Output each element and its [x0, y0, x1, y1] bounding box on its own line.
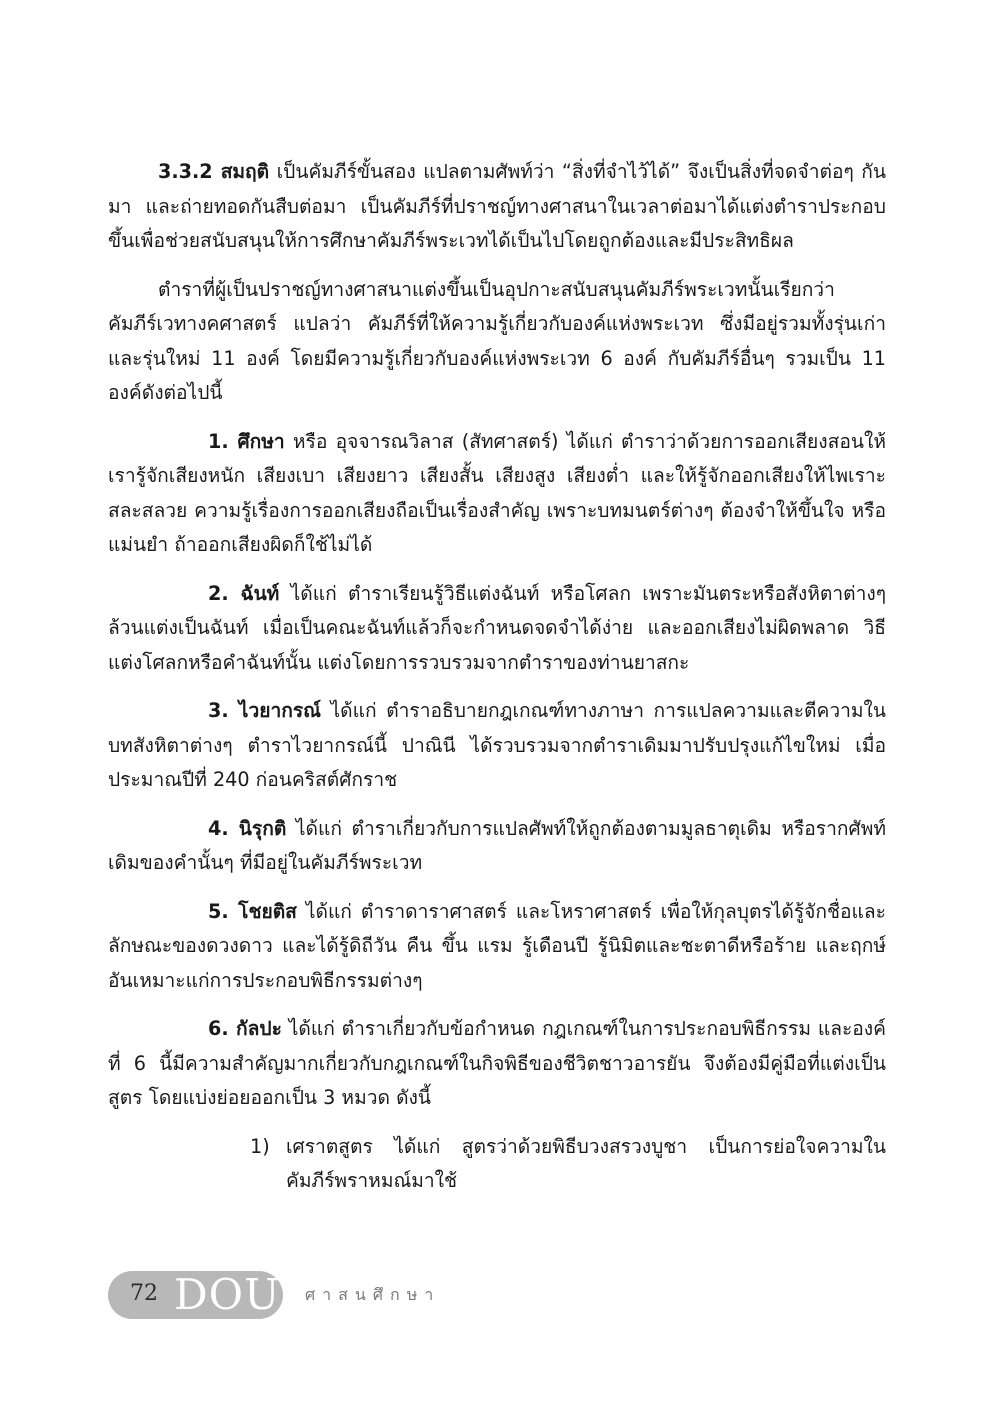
item-heading: 1. ศึกษา: [208, 429, 285, 453]
page-number: 72: [130, 1281, 158, 1306]
item-paragraph: [108, 1012, 886, 1116]
item-text: หรือ อุจจารณวิลาส (สัทศาสตร์) ได้แก่ ตำราว่าด้วยการออกเสียงสอนให้เรารู้จักเสียงหนัก เสียงเบา เสียงยาว เสียงสั้น เสียงสูง เสียงต่ำ และให้รู้จักออกเสียงให้ไพเราะสละสลวย ความรู้เรื่องการออกเสียงถือเป็นเรื่องสำคัญ เพราะบทมนตร์ต่างๆ ต้องจำให้ขึ้นใจ หรือแม่นยำ ถ้าออกเสียงผิดก็ใช้ไม่ได้: [108, 429, 886, 556]
sub-list-number: 1): [250, 1134, 270, 1158]
intro-text: เป็นคัมภีร์ขั้นสอง แปลตามศัพท์ว่า “สิ่งที่จำไว้ได้” จึงเป็นสิ่งที่จดจำต่อๆ กันมา และถ่ายทอดกันสืบต่อมา เป็นคัมภีร์ที่ปราชญ์ทางศาสนาในเวลาต่อมาได้แต่งตำราประกอบขึ้นเพื่อช่วยสนับสนุนให้การศึกษาคัมภีร์พระเวทได้เป็นไปโดยถูกต้องและมีประสิทธิผล: [108, 160, 887, 252]
item-heading: 6. กัลปะ: [208, 1017, 282, 1040]
item-heading: 2. ฉันท์: [208, 581, 280, 605]
paragraph: ตำราที่ผู้เป็นปราชญ์ทางศาสนาแต่งขึ้นเป็นอุปกาะสนับสนุนคัมภีร์พระเวทนั้นเรียกว่า คัมภีร์เวทางคศาสตร์ แปลว่า คัมภีร์ที่ให้ความรู้เกี่ยวกับองค์แห่งพระเวท ซึ่งมีอยู่รวมทั้งรุ่นเก่าและรุ่นใหม่ 11 องค์ โดยมีความรู้เกี่ยวกับองค์แห่งพระเวท 6 องค์ กับคัมภีร์อื่นๆ รวมเป็น 11 องค์ดังต่อไปนี้: [108, 277, 886, 404]
item-paragraph: [108, 425, 886, 563]
sub-list-text: เศราตสูตร ได้แก่ สูตรว่าด้วยพิธีบวงสรวงบูชา เป็นการย่อใจความในคัมภีร์พราหมณ์มาใช้: [286, 1134, 886, 1192]
item-text: ได้แก่ ตำราเกี่ยวกับข้อกำหนด กฎเกณฑ์ในการประกอบพิธีกรรม และองค์ที่ 6 นี้มีความสำคัญมากเกี่ยวกับกฎเกณฑ์ในกิจพิธีของชีวิตชาวอารยัน จึงต้องมีคู่มือที่แต่งเป็นสูตร โดยแบ่งย่อยออกเป็น 3 หมวด ดังนี้: [108, 1017, 886, 1109]
subject-title: ศาสนศึกษา: [305, 1284, 441, 1304]
item-text: ได้แก่ ตำราเกี่ยวกับการแปลศัพท์ให้ถูกต้องตามมูลธาตุเดิม หรือรากศัพท์เดิมของคำนั้นๆ ที่มีอยู่ในคัมภีร์พระเวท: [108, 816, 886, 874]
item-heading: 5. โชยติส: [208, 899, 297, 923]
item-heading: 3. ไวยากรณ์: [208, 699, 321, 722]
sub-list-item: [108, 1130, 886, 1199]
brand-logo: DOU: [174, 1270, 281, 1319]
item-text: ได้แก่ ตำราเรียนรู้วิธีแต่งฉันท์ หรือโศลก เพราะมันตระหรือสังหิตาต่างๆ ล้วนแต่งเป็นฉันท์ เมื่อเป็นคณะฉันท์แล้วก็จะกำหนดจดจำได้ง่าย และออกเสียงไม่ผิดพลาด วิธีแต่งโศลกหรือคำฉันท์นั้น แต่งโดยการรวบรวมจากตำราของท่านยาสกะ: [108, 581, 887, 674]
item-text: ได้แก่ ตำราดาราศาสตร์ และโหราศาสตร์ เพื่อให้กุลบุตรได้รู้จักชื่อและลักษณะของดวงดาว และได้รู้ดิถีวัน คืน ขึ้น แรม รู้เดือนปี รู้นิมิตและชะตาดีหรือร้าย และฤกษ์อันเหมาะแก่การประกอบพิธีกรรมต่างๆ: [108, 899, 886, 992]
item-paragraph: [108, 895, 886, 999]
item-text: ได้แก่ ตำราอธิบายกฎเกณฑ์ทางภาษา การแปลความและตีความในบทสังหิตาต่างๆ ตำราไวยากรณ์นี้ ปาณินี ได้รวบรวมจากตำราเดิมมาปรับปรุงแก้ไขใหม่ เมื่อประมาณปีที่ 240 ก่อนคริสต์ศักราช: [108, 699, 886, 791]
page-footer: [108, 1272, 440, 1318]
section-heading: 3.3.2 สมฤติ: [158, 160, 270, 183]
page-body: [108, 155, 886, 1199]
item-paragraph: [108, 812, 886, 881]
item-paragraph: [108, 694, 886, 798]
intro-paragraph: [108, 155, 886, 259]
footer-badge: [108, 1271, 283, 1319]
item-heading: 4. นิรุกติ: [208, 816, 287, 840]
item-paragraph: [108, 577, 886, 681]
